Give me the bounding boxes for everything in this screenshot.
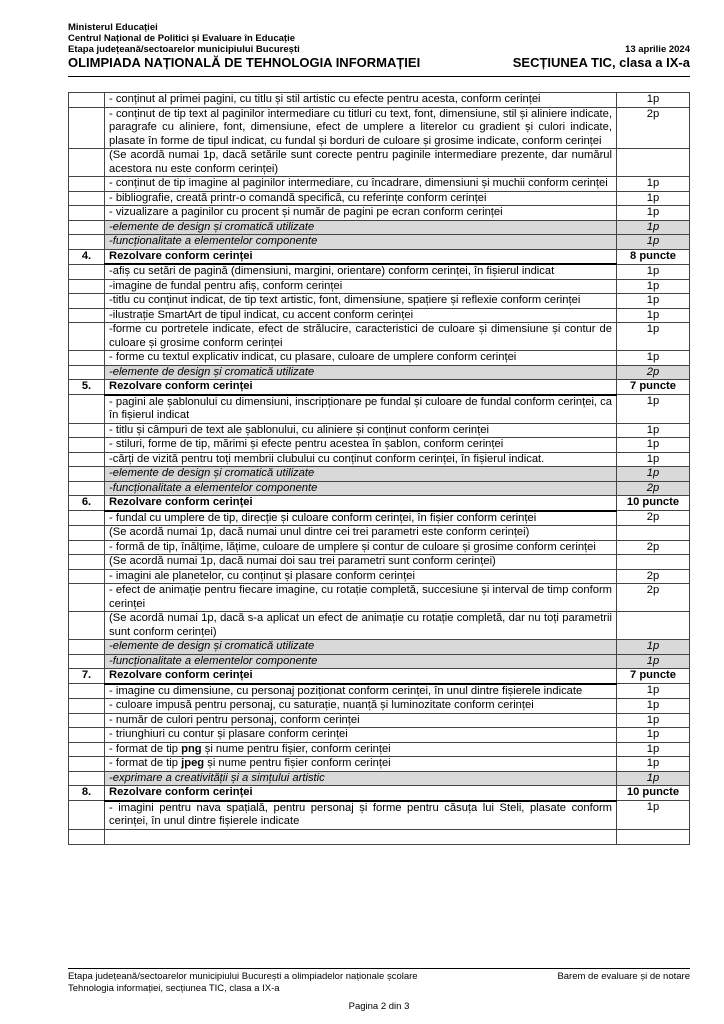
criterion-points: 1p <box>617 177 690 192</box>
criterion-text: - format de tip jpeg și nume pentru fișier conform cerinței <box>105 757 617 772</box>
criterion-points: 1p <box>617 438 690 453</box>
criterion-text: (Se acordă numai 1p, dacă numai unul dintre cei trei parametri este conform cerinței) <box>105 526 617 541</box>
item-number <box>69 452 105 467</box>
olympiad-title: OLIMPIADA NAȚIONALĂ DE TEHNOLOGIA INFORMAȚIEI <box>68 55 421 70</box>
item-number <box>69 423 105 438</box>
criterion-text: - imagini ale planetelor, cu conținut și plasare conform cerinței <box>105 569 617 584</box>
criterion-points: 1p <box>617 654 690 669</box>
criteria-row <box>69 728 690 743</box>
criterion-text: -imagine de fundal pentru afiș, conform cerinței <box>105 279 617 294</box>
criteria-row <box>69 829 690 844</box>
criterion-points: 1p <box>617 699 690 714</box>
criterion-text: -cărți de vizită pentru toți membrii clubului cu conținut conform cerinței, în fișierul indicat. <box>105 452 617 467</box>
criterion-points: 1p <box>617 323 690 351</box>
section-points: 8 puncte <box>617 249 690 264</box>
criterion-points: 1p <box>617 423 690 438</box>
footer-subject: Tehnologia informației, secțiunea TIC, clasa a IX-a <box>68 983 280 994</box>
item-number <box>69 612 105 640</box>
criterion-text: - bibliografie, creată printr-o comandă specifică, cu referințe conform cerinței <box>105 191 617 206</box>
item-number <box>69 757 105 772</box>
criteria-row <box>69 612 690 640</box>
section-header-row <box>69 380 690 395</box>
criterion-text: -elemente de design și cromatică utilizate <box>105 220 617 235</box>
item-number <box>69 569 105 584</box>
criterion-text: - pagini ale șablonului cu dimensiuni, inscripționare pe fundal și culoare de fundal conform cerinței, ca în fișierul indicat <box>105 395 617 424</box>
criteria-row <box>69 264 690 279</box>
criterion-points: 2p <box>617 107 690 149</box>
criteria-row <box>69 438 690 453</box>
section-points: 10 puncte <box>617 496 690 511</box>
criteria-row <box>69 235 690 250</box>
item-number: 4. <box>69 249 105 264</box>
criteria-row <box>69 323 690 351</box>
criterion-points <box>617 526 690 541</box>
page-header <box>68 22 690 70</box>
header-divider <box>68 76 690 77</box>
criterion-text: -ilustrație SmartArt de tipul indicat, cu accent conform cerinței <box>105 308 617 323</box>
criteria-row <box>69 294 690 309</box>
footer-stage: Etapa județeană/sectoarelor municipiului București a olimpiadelor naționale școlare <box>68 971 418 982</box>
criteria-row <box>69 555 690 570</box>
page-footer <box>68 971 690 1013</box>
criteria-row <box>69 654 690 669</box>
criterion-points: 1p <box>617 684 690 699</box>
criterion-text: - fundal cu umplere de tip, direcție și culoare conform cerinței, în fișier conform cerinței <box>105 511 617 526</box>
criteria-row <box>69 107 690 149</box>
item-number <box>69 526 105 541</box>
criterion-points: 1p <box>617 235 690 250</box>
criterion-text: - conținut al primei pagini, cu titlu și stil artistic cu efecte pentru acesta, conform cerinței <box>105 93 617 108</box>
criterion-text: - forme cu textul explicativ indicat, cu plasare, culoare de umplere conform cerinței <box>105 351 617 366</box>
criterion-points: 1p <box>617 640 690 655</box>
item-number <box>69 191 105 206</box>
criteria-row <box>69 713 690 728</box>
criteria-row <box>69 511 690 526</box>
criterion-text: -forme cu portretele indicate, efect de strălucire, caracteristici de culoare și dimensiune și contur de culoare și grosime conform cerinței <box>105 323 617 351</box>
criterion-text: -funcționalitate a elementelor componente <box>105 235 617 250</box>
criterion-points: 1p <box>617 264 690 279</box>
criterion-points <box>617 829 690 844</box>
section-points: 7 puncte <box>617 669 690 684</box>
criterion-text: - imagine cu dimensiune, cu personaj poziționat conform cerinței, în unul dintre fișierele indicate <box>105 684 617 699</box>
criterion-points: 1p <box>617 728 690 743</box>
item-number <box>69 93 105 108</box>
item-number <box>69 728 105 743</box>
criterion-text: - conținut de tip imagine al paginilor intermediare, cu încadrare, dimensiuni și muchii conform cerinței <box>105 177 617 192</box>
criteria-row <box>69 569 690 584</box>
item-number <box>69 220 105 235</box>
criteria-row <box>69 149 690 177</box>
section-header-row <box>69 786 690 801</box>
criterion-text: - vizualizare a paginilor cu procent și număr de pagini pe ecran conform cerinței <box>105 206 617 221</box>
grading-table-body <box>69 93 690 845</box>
ministry-name: Ministerul Educației <box>68 22 158 33</box>
item-number <box>69 481 105 496</box>
criterion-points: 1p <box>617 279 690 294</box>
criterion-text <box>105 829 617 844</box>
item-number <box>69 308 105 323</box>
criteria-row <box>69 640 690 655</box>
criterion-points: 1p <box>617 742 690 757</box>
grading-table <box>68 92 690 845</box>
criterion-points: 1p <box>617 713 690 728</box>
criterion-points: 2p <box>617 569 690 584</box>
criterion-points: 2p <box>617 584 690 612</box>
section-points: 7 puncte <box>617 380 690 395</box>
item-number: 5. <box>69 380 105 395</box>
item-number <box>69 713 105 728</box>
criteria-row <box>69 757 690 772</box>
footer-divider <box>68 968 690 969</box>
criterion-points: 1p <box>617 757 690 772</box>
criterion-text: - format de tip png și nume pentru fișier, conform cerinței <box>105 742 617 757</box>
criterion-text: (Se acordă numai 1p, dacă numai doi sau trei parametri sunt conform cerinței) <box>105 555 617 570</box>
criterion-text: (Se acordă numai 1p, dacă s-a aplicat un efect de animație cu rotație completă, dar nu toți parametrii sunt conform cerinței) <box>105 612 617 640</box>
section-title: Rezolvare conform cerinței <box>105 496 617 511</box>
criterion-text: - stiluri, forme de tip, mărimi și efecte pentru acestea în șablon, conform cerinței <box>105 438 617 453</box>
item-number <box>69 540 105 555</box>
criterion-text: -exprimare a creativității și a simțului artistic <box>105 771 617 786</box>
section-title: Rezolvare conform cerinței <box>105 669 617 684</box>
criterion-text: -afiș cu setări de pagină (dimensiuni, margini, orientare) conform cerinței, în fișierul indicat <box>105 264 617 279</box>
criterion-points: 2p <box>617 511 690 526</box>
item-number <box>69 467 105 482</box>
criterion-text: -elemente de design și cromatică utilizate <box>105 640 617 655</box>
criterion-text: - efect de animație pentru fiecare imagine, cu rotație completă, succesiune și interval de timp conform cerinței <box>105 584 617 612</box>
criteria-row <box>69 481 690 496</box>
item-number <box>69 438 105 453</box>
criterion-points: 1p <box>617 220 690 235</box>
item-number <box>69 684 105 699</box>
criterion-points: 1p <box>617 771 690 786</box>
criterion-text: -elemente de design și cromatică utilizate <box>105 365 617 380</box>
criteria-row <box>69 351 690 366</box>
item-number <box>69 584 105 612</box>
criterion-points: 2p <box>617 540 690 555</box>
criteria-row <box>69 177 690 192</box>
criteria-row <box>69 699 690 714</box>
item-number <box>69 294 105 309</box>
criterion-text: - titlu și câmpuri de text ale șablonului, cu aliniere și conținut conform cerinței <box>105 423 617 438</box>
item-number <box>69 351 105 366</box>
criterion-text: -titlu cu conținut indicat, de tip text artistic, font, dimensiune, spațiere și reflexie conform cerinței <box>105 294 617 309</box>
criterion-points <box>617 555 690 570</box>
criteria-row <box>69 684 690 699</box>
criteria-row <box>69 742 690 757</box>
section-header-row <box>69 669 690 684</box>
item-number <box>69 640 105 655</box>
section-title: Rezolvare conform cerinței <box>105 786 617 801</box>
criterion-text: -funcționalitate a elementelor componente <box>105 654 617 669</box>
item-number <box>69 279 105 294</box>
section-header-row <box>69 496 690 511</box>
stage-name: Etapa județeană/sectoarelor municipiului București <box>68 44 300 55</box>
criterion-points <box>617 612 690 640</box>
criteria-row <box>69 540 690 555</box>
section-title: Rezolvare conform cerinței <box>105 249 617 264</box>
item-number <box>69 235 105 250</box>
item-number <box>69 771 105 786</box>
item-number <box>69 742 105 757</box>
criteria-row <box>69 191 690 206</box>
item-number <box>69 177 105 192</box>
criterion-text: - conținut de tip text al paginilor intermediare cu titluri cu text, font, dimensiune, stil și aliniere indicate, paragrafe cu aliniere, font, dimensiune, efect de umplere a literelor cu gradient și culori indicate, plasate în forme de tipul indicat, cu fundal și borduri de culoare și grosime indicate, conform cerinței <box>105 107 617 149</box>
criterion-text: - număr de culori pentru personaj, conform cerinței <box>105 713 617 728</box>
center-name: Centrul Național de Politici și Evaluare în Educație <box>68 33 296 44</box>
criterion-points: 1p <box>617 395 690 424</box>
item-number <box>69 107 105 149</box>
criteria-row <box>69 801 690 830</box>
section-title: Rezolvare conform cerinței <box>105 380 617 395</box>
criterion-text: -elemente de design și cromatică utilizate <box>105 467 617 482</box>
criterion-points: 1p <box>617 467 690 482</box>
criterion-points: 1p <box>617 191 690 206</box>
criteria-row <box>69 467 690 482</box>
item-number <box>69 149 105 177</box>
criterion-points: 2p <box>617 481 690 496</box>
criterion-text: - formă de tip, înălțime, lățime, culoare de umplere și contur de culoare și grosime conform cerinței <box>105 540 617 555</box>
criterion-points <box>617 149 690 177</box>
footer-doc-type: Barem de evaluare și de notare <box>557 971 690 982</box>
item-number <box>69 801 105 830</box>
criterion-points: 1p <box>617 93 690 108</box>
criterion-points: 1p <box>617 452 690 467</box>
criteria-row <box>69 395 690 424</box>
item-number <box>69 511 105 526</box>
criteria-row <box>69 279 690 294</box>
item-number: 7. <box>69 669 105 684</box>
criteria-row <box>69 220 690 235</box>
criterion-points: 2p <box>617 365 690 380</box>
item-number <box>69 264 105 279</box>
item-number <box>69 654 105 669</box>
item-number: 6. <box>69 496 105 511</box>
criteria-row <box>69 308 690 323</box>
item-number: 8. <box>69 786 105 801</box>
criteria-row <box>69 771 690 786</box>
item-number <box>69 699 105 714</box>
criterion-text: - triunghiuri cu contur și plasare conform cerinței <box>105 728 617 743</box>
criterion-text: - imagini pentru nava spațială, pentru personaj și forme pentru căsuța lui Steli, plasate conform cerinței, în unul dintre fișierele indicate <box>105 801 617 830</box>
criterion-points: 1p <box>617 308 690 323</box>
criterion-text: (Se acordă numai 1p, dacă setările sunt corecte pentru paginile intermediare prezente, dar numărul acestora nu este conform cerinței) <box>105 149 617 177</box>
item-number <box>69 395 105 424</box>
exam-date: 13 aprilie 2024 <box>625 44 690 55</box>
criterion-points: 1p <box>617 801 690 830</box>
item-number <box>69 365 105 380</box>
criteria-row <box>69 584 690 612</box>
criteria-row <box>69 93 690 108</box>
section-header-row <box>69 249 690 264</box>
criterion-text: - culoare impusă pentru personaj, cu saturație, nuanță și luminozitate conform cerinței <box>105 699 617 714</box>
criterion-points: 1p <box>617 294 690 309</box>
item-number <box>69 829 105 844</box>
criteria-row <box>69 452 690 467</box>
page-number: Pagina 2 din 3 <box>348 1001 410 1012</box>
section-title: SECȚIUNEA TIC, clasa a IX-a <box>512 55 690 70</box>
item-number <box>69 206 105 221</box>
item-number <box>69 555 105 570</box>
item-number <box>69 323 105 351</box>
criterion-points: 1p <box>617 351 690 366</box>
criteria-row <box>69 365 690 380</box>
criteria-row <box>69 206 690 221</box>
criteria-row <box>69 423 690 438</box>
criteria-row <box>69 526 690 541</box>
criterion-text: -funcționalitate a elementelor componente <box>105 481 617 496</box>
criterion-points: 1p <box>617 206 690 221</box>
section-points: 10 puncte <box>617 786 690 801</box>
